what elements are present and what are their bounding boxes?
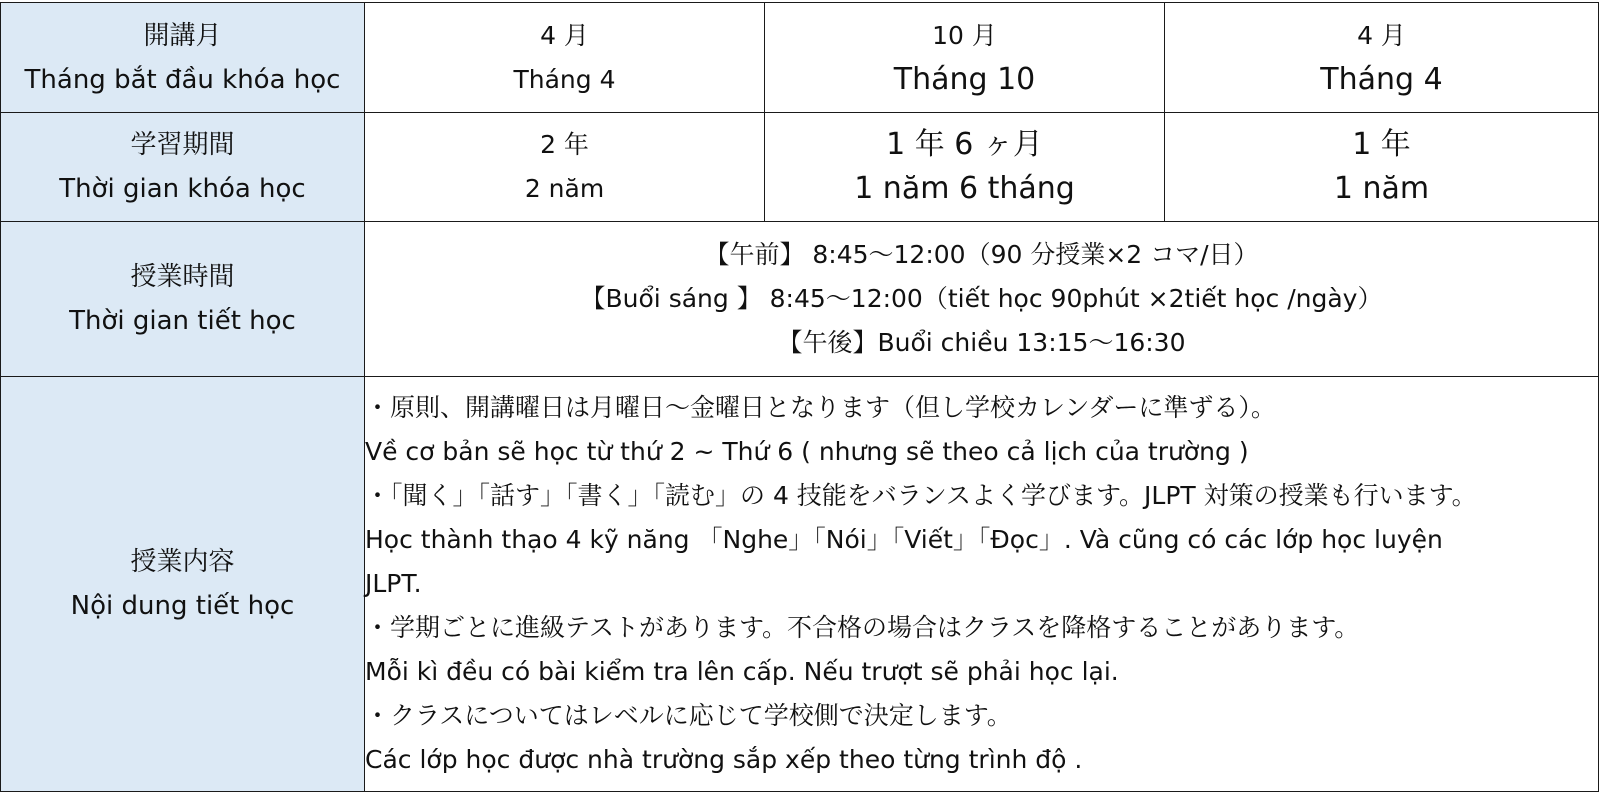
start-month-cell-1 <box>365 3 765 113</box>
row-header-start-month <box>1 3 365 113</box>
row-label-vi: Nội dung tiết học <box>70 591 295 621</box>
value-vi: Tháng 10 <box>893 61 1036 97</box>
content-line: Về cơ bản sẽ học từ thứ 2 ~ Thứ 6 ( nhưng sẽ theo cả lịch của trường ) <box>365 437 1249 466</box>
class-content-cell <box>365 377 1599 792</box>
class-hours-line: 【Buổi sáng 】 8:45～12:00（tiết học 90phút ×2tiết học /ngày） <box>580 284 1383 313</box>
value-jp: 2 年 <box>540 130 589 159</box>
row-class-content <box>1 377 1599 792</box>
start-month-cell-2 <box>765 3 1165 113</box>
content-line: Học thành thạo 4 kỹ năng 「Nghe」「Nói」「Viết」「Đọc」. Và cũng có các lớp học luyện <box>365 525 1443 554</box>
row-duration <box>1 113 1599 222</box>
row-label-jp: 授業時間 <box>130 262 235 292</box>
row-label-vi: Thời gian tiết học <box>69 306 296 336</box>
row-label-jp: 開講月 <box>143 20 222 51</box>
class-hours-line: 【午前】 8:45～12:00（90 分授業×2 コマ/日） <box>704 240 1259 269</box>
value-jp: 10 月 <box>932 20 997 50</box>
value-vi: 2 năm <box>524 174 605 203</box>
row-label-vi: Tháng bắt đầu khóa học <box>24 64 341 95</box>
duration-cell-1 <box>365 113 765 222</box>
value-vi: 1 năm <box>1333 171 1430 206</box>
row-label-jp: 学習期間 <box>130 130 235 160</box>
row-header-class-content <box>1 377 365 792</box>
content-line: Các lớp học được nhà trường sắp xếp theo từng trình độ . <box>365 745 1083 774</box>
value-vi: Tháng 4 <box>513 64 616 94</box>
row-label-vi: Thời gian khóa học <box>59 174 306 204</box>
content-line: JLPT. <box>365 569 422 598</box>
value-jp: 4 月 <box>540 20 589 50</box>
value-jp: 4 月 <box>1357 20 1406 50</box>
row-header-class-hours <box>1 222 365 377</box>
row-class-hours <box>1 222 1599 377</box>
value-vi: Tháng 4 <box>1320 61 1443 97</box>
row-start-month <box>1 3 1599 113</box>
value-vi: 1 năm 6 tháng <box>854 171 1075 206</box>
duration-cell-3 <box>1165 113 1599 222</box>
content-line: Mỗi kì đều có bài kiểm tra lên cấp. Nếu trượt sẽ phải học lại. <box>365 657 1119 686</box>
class-hours-line: 【午後】Buổi chiều 13:15～16:30 <box>777 328 1186 357</box>
start-month-cell-3 <box>1165 3 1599 113</box>
value-jp: 1 年 <box>1352 127 1411 162</box>
content-line: ・学期ごとに進級テストがあります。不合格の場合はクラスを降格することがあります。 <box>365 613 1360 642</box>
row-header-duration <box>1 113 365 222</box>
value-jp: 1 年 6 ヶ月 <box>886 127 1043 162</box>
row-label-jp: 授業内容 <box>130 547 235 577</box>
content-line: ・クラスについてはレベルに応じて学校側で決定します。 <box>365 701 1012 730</box>
duration-cell-2 <box>765 113 1165 222</box>
class-hours-cell <box>365 222 1599 377</box>
content-line: ・「聞く」「話す」「書く」「読む」の 4 技能をバランスよく学びます。JLPT 対策の授業も行います。 <box>365 481 1477 510</box>
content-line: ・原則、開講曜日は月曜日～金曜日となります（但し学校カレンダーに準ずる）。 <box>365 393 1276 422</box>
course-info-table <box>0 2 1599 792</box>
